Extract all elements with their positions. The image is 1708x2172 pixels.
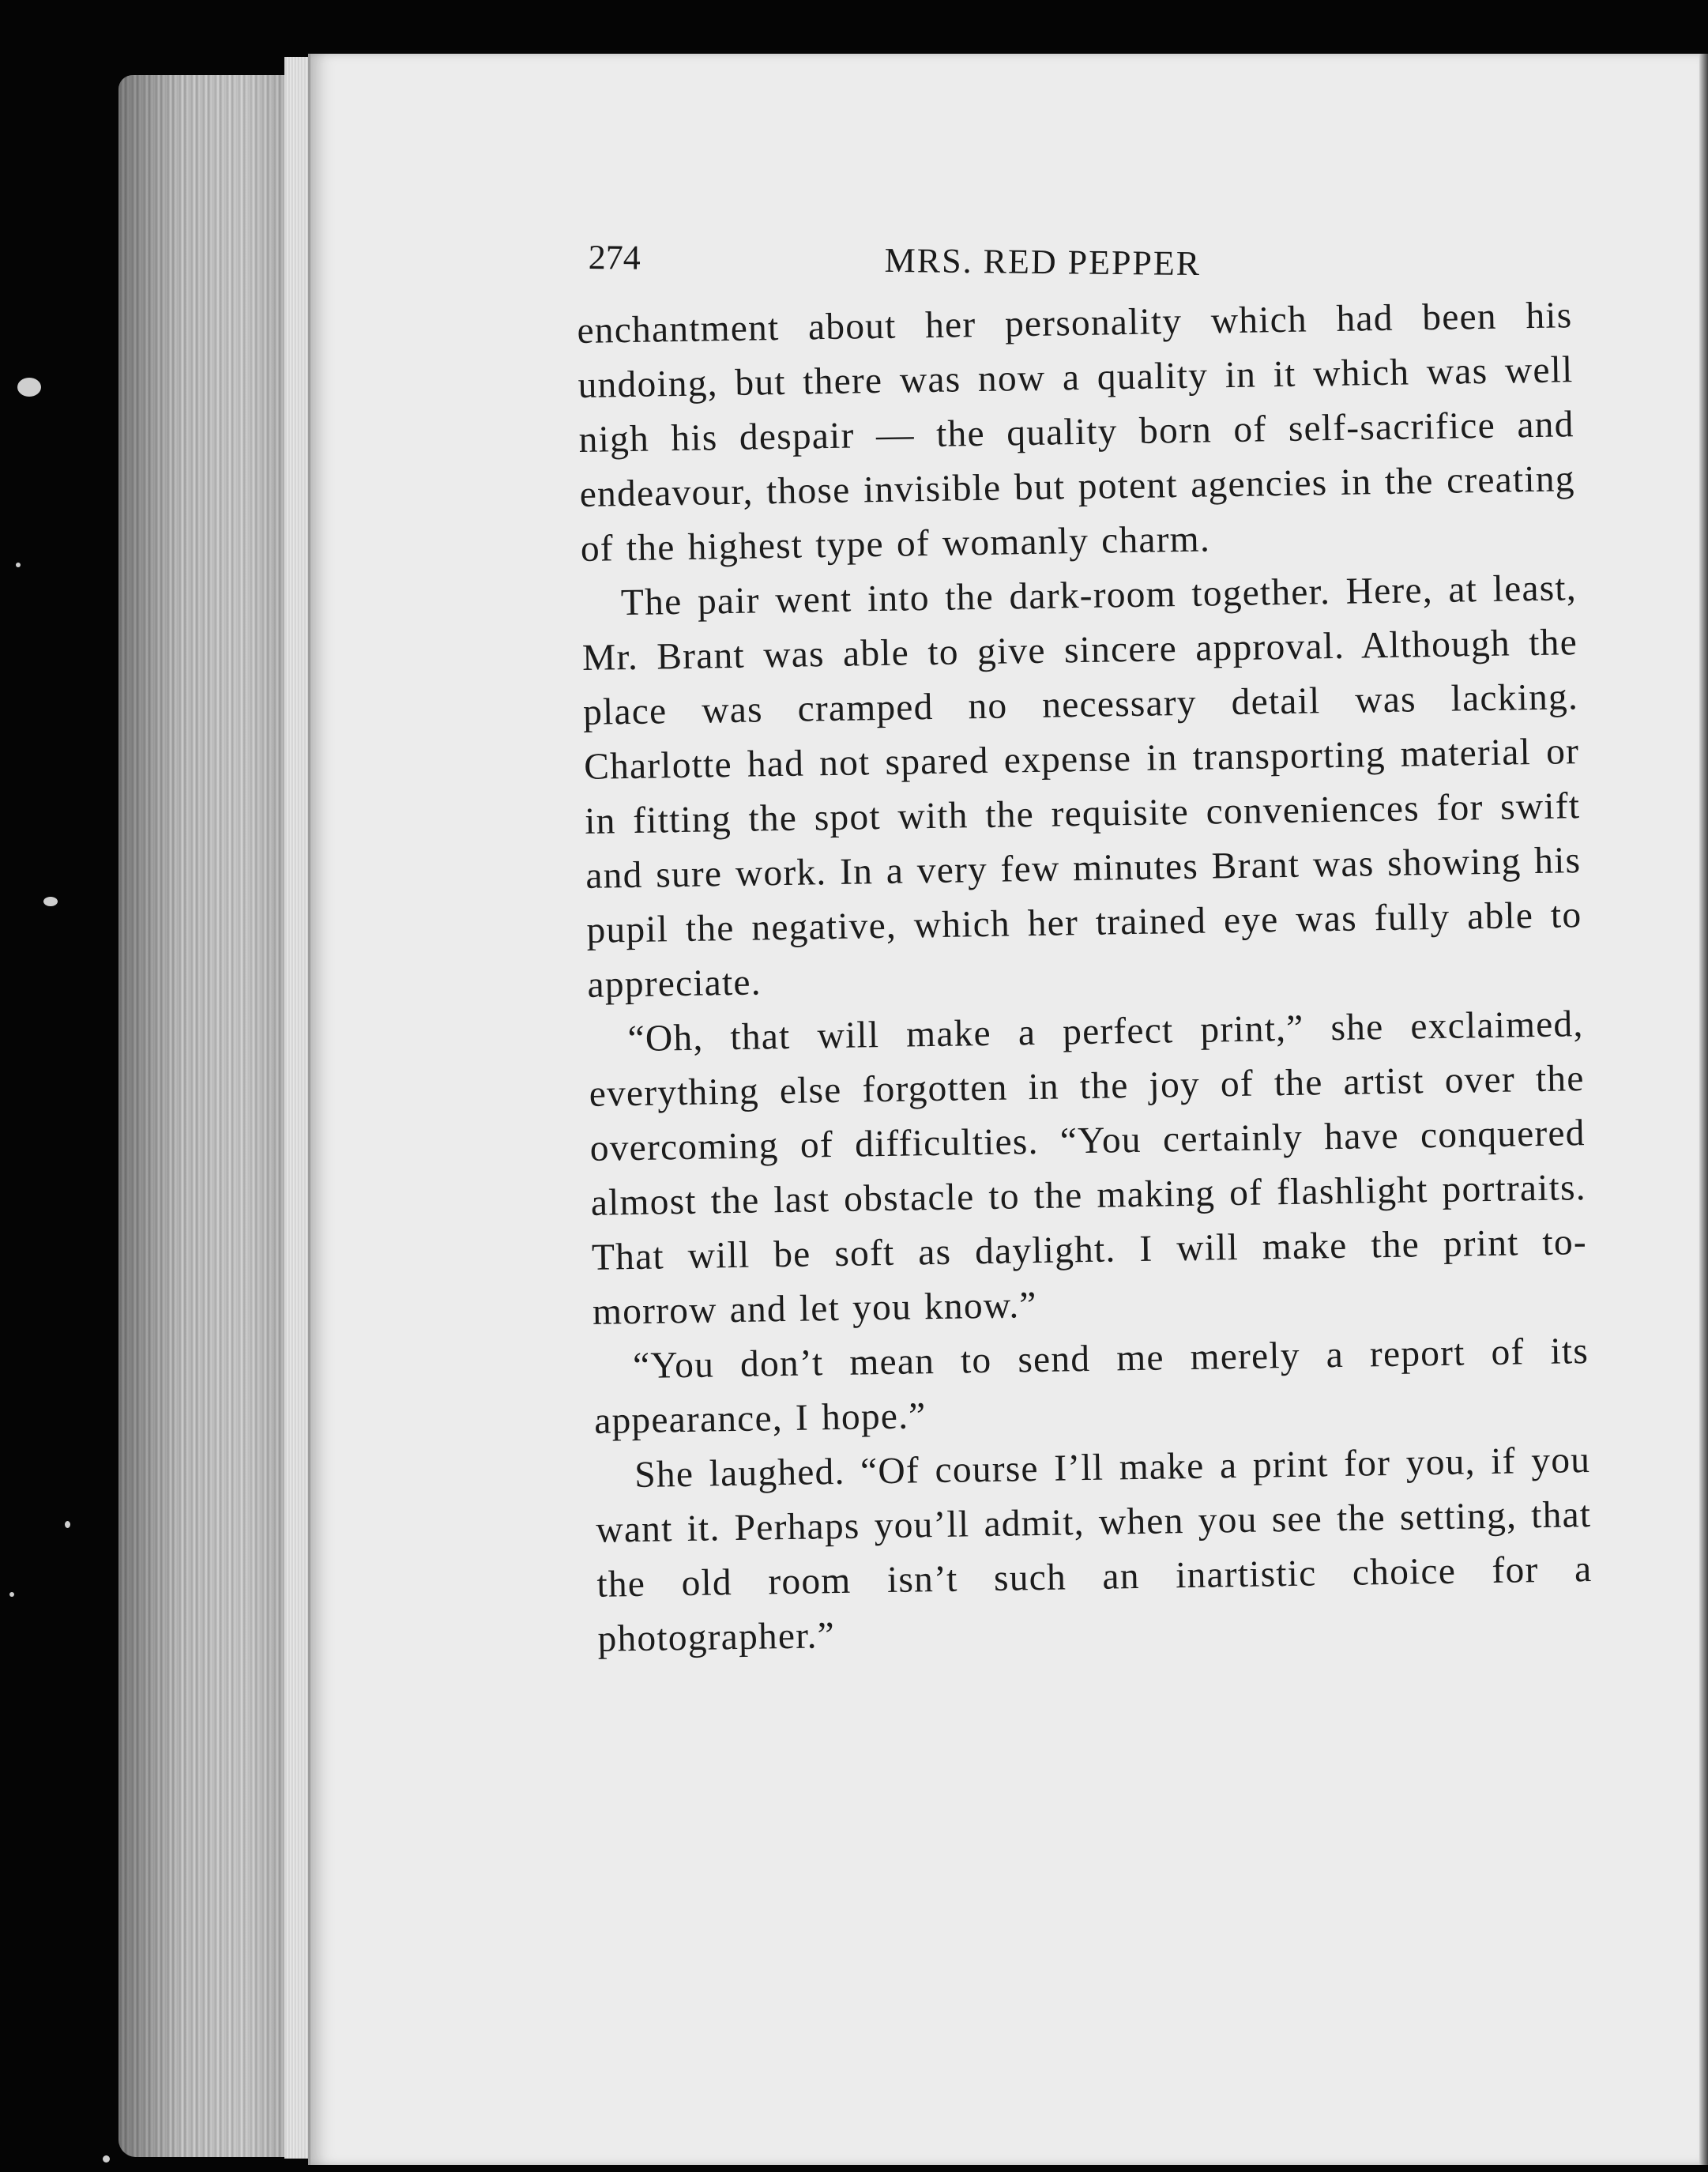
dust-speck xyxy=(65,1521,70,1528)
page-number: 274 xyxy=(588,237,641,277)
running-head xyxy=(588,237,1300,292)
paragraph: “You don’t mean to send me merely a report of its appearance, I hope.” xyxy=(593,1331,1589,1442)
paragraph: “Oh, that will make a perfect print,” she exclaimed, everything else forgotten in the joy of the artist over the overcoming of difficulties. “You certainly have conquered almost the last obstacle to the making of flashlight portraits. That will be soft as daylight. I will make the print to-morrow and let you know.” xyxy=(589,1003,1588,1333)
page-right-edge xyxy=(1699,54,1708,2165)
page-stack-edge xyxy=(119,75,300,2157)
paragraph: enchantment about her personality which had been his undoing, but there was now a quality in it which was well nigh his despair — the quality born of self-sacrifice and endeavour, those invisible but potent agencies in the creating of the highest type of womanly charm. xyxy=(577,295,1576,570)
paragraph: She laughed. “Of course I’ll make a print for you, if you want it. Perhaps you’ll admit, when you see the setting, that the old room isn’t such an inartistic choice for a photographer.” xyxy=(595,1440,1593,1660)
dust-speck xyxy=(9,1592,14,1597)
body-text xyxy=(577,288,1593,1667)
book-title: MRS. RED PEPPER xyxy=(884,240,1202,284)
dust-speck xyxy=(43,897,58,906)
dust-speck xyxy=(103,2155,110,2163)
paragraph: The pair went into the dark-room together. Here, at least, Mr. Brant was able to give sincere approval. Although the place was cramped no necessary detail was lacking. Charlotte had not spared expense in transporting material or in fitting the spot with the requisite conveniences for swift and sure work. In a very few minutes Brant was showing his pupil the negative, which her trained eye was fully able to appreciate. xyxy=(581,567,1582,1006)
dust-speck xyxy=(17,378,41,397)
dust-speck xyxy=(16,563,21,567)
